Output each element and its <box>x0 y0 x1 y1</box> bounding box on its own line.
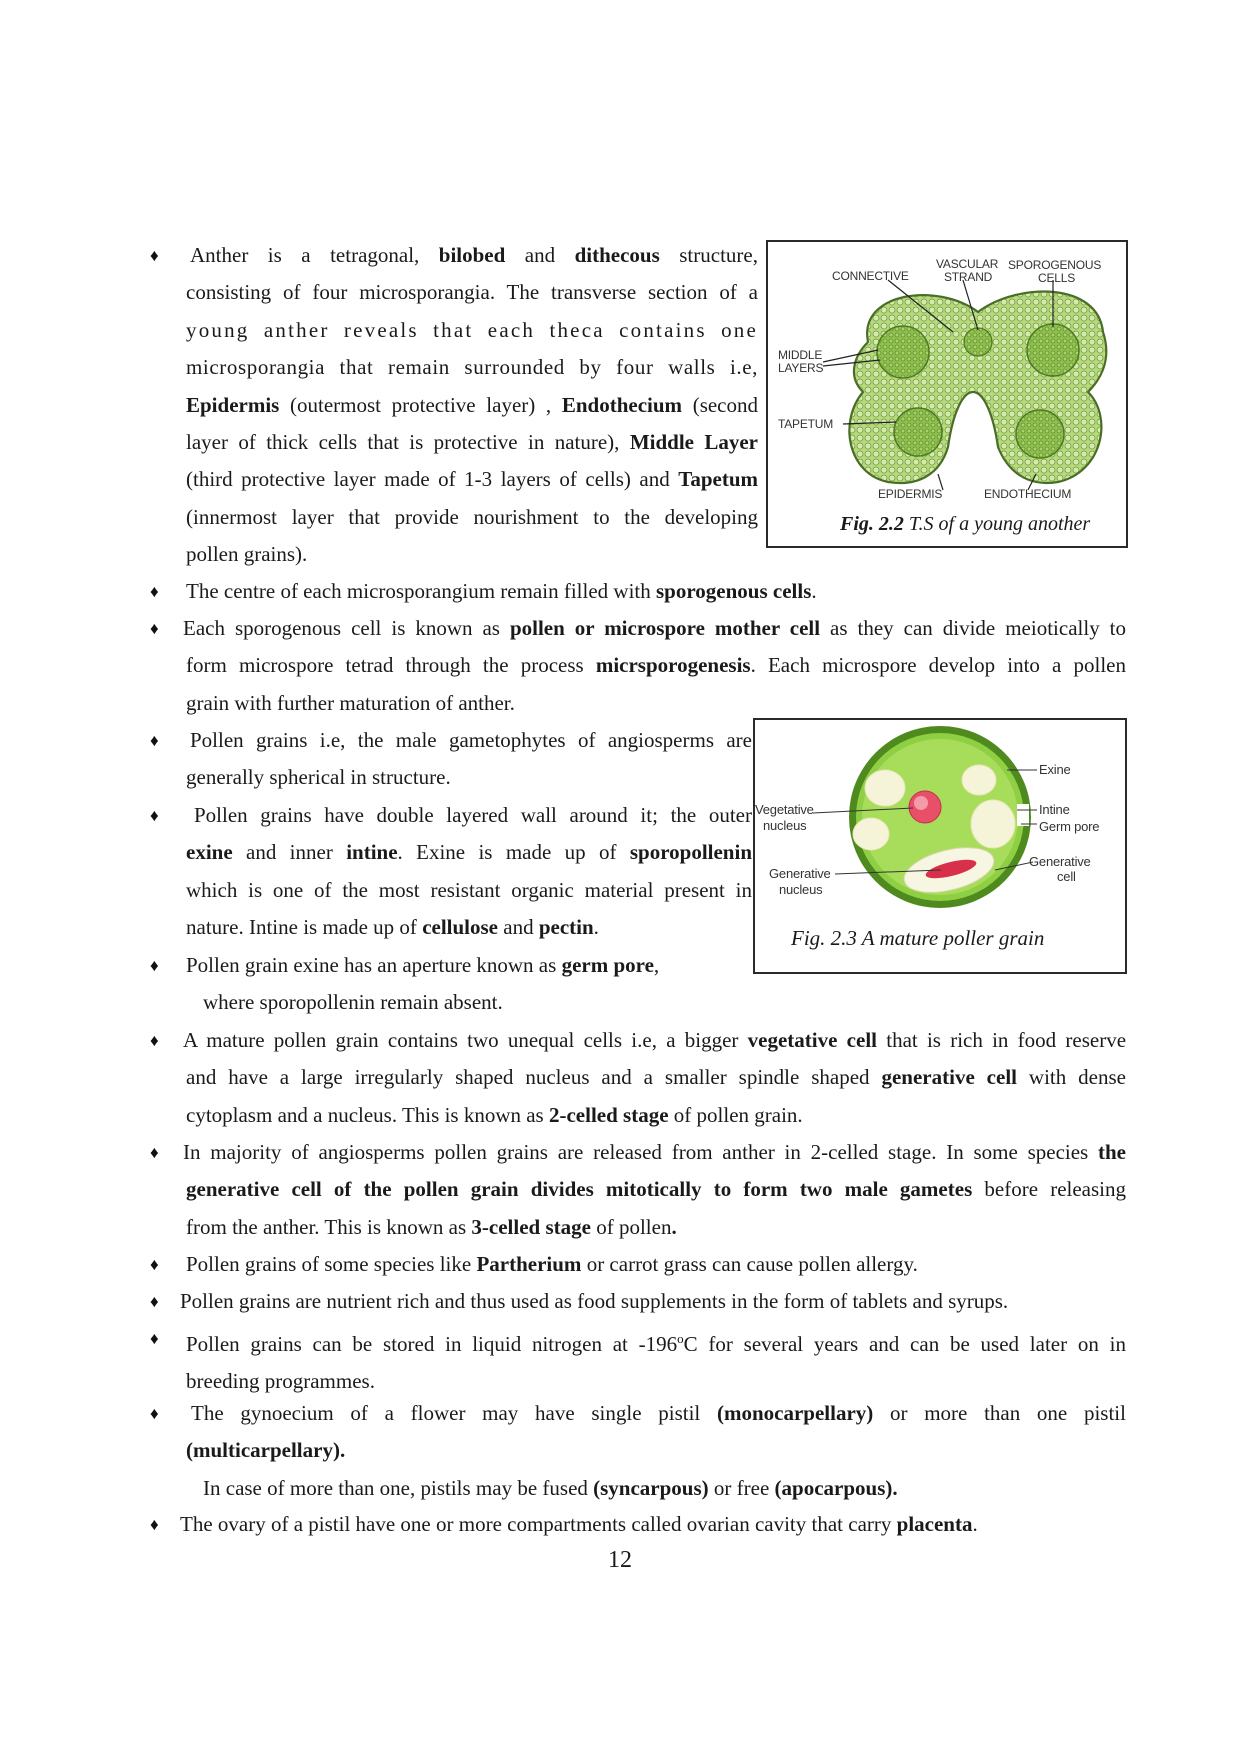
paragraph-anther <box>186 237 758 574</box>
bold-term: 2-celled stage <box>548 1102 669 1127</box>
bold-term: bilobed <box>438 243 506 267</box>
text: Pollen grains of some species like <box>186 1252 477 1276</box>
label-cells: CELLS <box>1038 271 1076 285</box>
text-line: young anther reveals that each theca contains one <box>186 317 758 342</box>
degree-superscript: o <box>677 1331 684 1346</box>
text: In case of more than one, pistils may be fused <box>203 1475 594 1500</box>
bullet-icon: ♦ <box>150 1031 159 1050</box>
text-line: consisting of four microsporangia. The transverse section of a <box>186 280 758 305</box>
label-exine: Exine <box>1039 762 1071 777</box>
vacuole <box>962 765 996 795</box>
bold-term: intine <box>346 840 398 865</box>
caption-text: T.S of a young another <box>903 513 1091 535</box>
bullet-icon: ♦ <box>150 1404 159 1423</box>
label-sporogenous: SPOROGENOUS <box>1008 258 1102 272</box>
label-connective: CONNECTIVE <box>832 269 909 283</box>
text: or carrot grass can cause pollen allergy. <box>581 1252 918 1276</box>
bold-term: 3-celled stage <box>471 1214 591 1239</box>
page-number: 12 <box>608 1547 632 1573</box>
text: , <box>653 953 660 977</box>
bold-term: (multicarpellary). <box>186 1438 346 1463</box>
text-line: Pollen grains have double layered wall around it; the outer <box>194 803 752 827</box>
bullet-icon: ♦ <box>150 731 159 750</box>
text: . Each microspore develop into a pollen <box>750 653 1126 678</box>
bullet-icon: ♦ <box>150 1292 159 1311</box>
text: of pollen grain. <box>668 1102 803 1127</box>
paragraph-mature-pollen <box>183 1022 1126 1134</box>
text: that is rich in food reserve <box>877 1028 1127 1052</box>
figure-caption <box>840 513 1090 536</box>
figure-anther-ts <box>766 240 1128 548</box>
label-generative: Generative <box>1029 854 1091 869</box>
text: or more than one pistil <box>873 1401 1126 1425</box>
label-cell: cell <box>1057 869 1076 884</box>
text-line: breeding programmes. <box>186 1369 375 1394</box>
bold-term: Tapetum <box>678 467 758 492</box>
text: Pollen grains can be stored in liquid nitrogen at -196 <box>186 1332 678 1356</box>
vacuole <box>853 818 889 850</box>
paragraph-pollen-wall <box>186 797 752 947</box>
bold-term: exine <box>186 840 233 865</box>
sporangium-lower-right <box>1016 410 1064 458</box>
paragraph-celled-stage <box>183 1134 1126 1246</box>
sporangium-upper-left <box>877 326 929 378</box>
text: of pollen <box>590 1214 672 1239</box>
text-line: Pollen grains i.e, the male gametophytes of angiosperms are <box>190 728 752 752</box>
label-endothecium: ENDOTHECIUM <box>984 487 1072 501</box>
bold-term: dithecous <box>574 243 660 267</box>
text: and <box>498 915 539 940</box>
text: A mature pollen grain contains two unequal cells i.e, a bigger <box>183 1028 748 1052</box>
label-germ-pore: Germ pore <box>1039 819 1100 834</box>
text-line: which is one of the most resistant organic material present in <box>186 877 752 902</box>
text: and inner <box>232 840 347 865</box>
text: or free <box>708 1475 775 1500</box>
bold-term: vegetative cell <box>747 1028 877 1052</box>
label-vegetative: Vegetative <box>755 802 814 817</box>
bullet-icon: ♦ <box>150 956 159 975</box>
label-intine: Intine <box>1039 802 1070 817</box>
paragraph-supplements: Pollen grains are nutrient rich and thus used as food supplements in the form of tablets and syrups. <box>180 1289 1009 1313</box>
text: . <box>811 579 817 603</box>
text-line: grain with further maturation of anther. <box>186 690 515 715</box>
text: as they can divide meiotically to <box>820 616 1126 640</box>
anther-diagram <box>768 242 1126 546</box>
text: In majority of angiosperms pollen grains are released from anther in 2-celled stage. In some species <box>183 1140 1098 1164</box>
paragraph-ovary <box>180 1506 978 1543</box>
paragraph-pollen-shape <box>186 722 752 797</box>
bullet-icon: ♦ <box>150 246 159 265</box>
text: Anther is a tetragonal, <box>190 243 439 267</box>
bullet-icon: ♦ <box>150 1515 159 1534</box>
text: nature. Intine is made up of <box>186 915 423 940</box>
paragraph-allergy <box>186 1246 918 1283</box>
text: Pollen grain exine has an aperture known as <box>186 953 562 977</box>
bold-term: Epidermis <box>186 392 280 417</box>
bold-term: pollen or microspore mother cell <box>509 616 821 640</box>
bullet-icon: ♦ <box>150 1329 159 1348</box>
sporangium-lower-left <box>894 408 942 456</box>
paragraph-germ-pore <box>186 947 659 984</box>
label-gen-nucleus-1: Generative <box>769 866 831 881</box>
text: Each sporogenous cell is known as <box>183 616 510 640</box>
germ-pore <box>1017 804 1029 826</box>
bold-term: placenta <box>896 1512 973 1536</box>
text: (second <box>682 392 759 417</box>
bullet-icon: ♦ <box>150 582 159 601</box>
text: . <box>972 1512 978 1536</box>
text: structure, <box>659 243 758 267</box>
label-layers: LAYERS <box>778 361 824 375</box>
text-line: where sporopollenin remain absent. <box>203 990 503 1014</box>
bold-term: sporopollenin <box>629 840 752 865</box>
text: form microspore tetrad through the process <box>186 653 596 678</box>
bullet-icon: ♦ <box>150 1143 159 1162</box>
bold-term: . <box>671 1214 677 1239</box>
bold-term: generative cell <box>881 1065 1017 1090</box>
bold-term: cellulose <box>422 915 499 940</box>
text-line: microsporangia that remain surrounded by four walls i.e, <box>186 355 758 380</box>
bold-term: (syncarpous) <box>593 1475 709 1500</box>
text: . Exine is made up of <box>397 840 630 865</box>
text: The gynoecium of a flower may have single pistil <box>191 1401 717 1425</box>
bold-term: (monocarpellary) <box>716 1401 874 1425</box>
text: from the anther. This is known as <box>186 1214 472 1239</box>
text: (third protective layer made of 1-3 layers of cells) and <box>186 467 679 492</box>
bold-term: the <box>1098 1140 1126 1164</box>
label-middle: MIDDLE <box>778 348 823 362</box>
text: and have a large irregularly shaped nucleus and a smaller spindle shaped <box>186 1065 882 1090</box>
text: before releasing <box>972 1177 1126 1202</box>
vacuole <box>865 770 905 806</box>
text: The ovary of a pistil have one or more compartments called ovarian cavity that carry <box>180 1512 897 1536</box>
text: with dense <box>1017 1065 1126 1090</box>
vascular-strand <box>964 328 992 356</box>
bold-term: micrsporogenesis <box>595 653 751 678</box>
text: . <box>593 915 599 940</box>
paragraph-sporogenous <box>186 573 817 610</box>
label-vascular: VASCULAR <box>936 257 999 271</box>
paragraph-gynoecium <box>186 1395 1126 1507</box>
caption-number: Fig. 2.2 <box>840 513 904 535</box>
figure-pollen-grain <box>753 718 1127 974</box>
bold-term: generative cell of the pollen grain divides mitotically to form two male gametes <box>186 1177 973 1202</box>
figure-caption: Fig. 2.3 A mature poller grain <box>791 926 1045 950</box>
label-epidermis: EPIDERMIS <box>878 487 943 501</box>
bold-term: Partherium <box>476 1252 582 1276</box>
label-veg-nucleus: nucleus <box>763 818 807 833</box>
anther-outline <box>849 292 1106 484</box>
bullet-icon: ♦ <box>150 806 159 825</box>
label-gen-nucleus-2: nucleus <box>779 882 823 897</box>
paragraph-storage <box>186 1320 1126 1401</box>
text-line: (innermost layer that provide nourishment to the developing <box>186 504 758 529</box>
text: cytoplasm and a nucleus. This is known as <box>186 1102 549 1127</box>
text-line: pollen grains). <box>186 542 308 567</box>
label-tapetum: TAPETUM <box>778 417 834 431</box>
label-strand: STRAND <box>944 270 993 284</box>
bold-term: Endothecium <box>561 392 683 417</box>
bold-term: (apocarpous). <box>774 1475 898 1500</box>
bullet-icon: ♦ <box>150 1255 159 1274</box>
bold-term: germ pore <box>561 953 654 977</box>
text: C for several years and can be used later on in <box>683 1332 1126 1356</box>
sporangium-upper-right <box>1027 324 1079 376</box>
text: and <box>505 243 575 267</box>
bold-term: pectin <box>538 915 594 940</box>
paragraph-mother-cell <box>183 610 1126 722</box>
text-line: generally spherical in structure. <box>186 765 451 790</box>
text: layer of thick cells that is protective in nature), <box>186 430 630 455</box>
bold-term: Middle Layer <box>629 430 759 455</box>
bold-term: sporogenous cells <box>656 579 812 603</box>
bullet-icon: ♦ <box>150 619 159 638</box>
text: (outermost protective layer) , <box>279 392 562 417</box>
vacuole <box>971 800 1015 848</box>
nucleus-highlight <box>914 796 928 810</box>
text: The centre of each microsporangium remain filled with <box>186 579 656 603</box>
